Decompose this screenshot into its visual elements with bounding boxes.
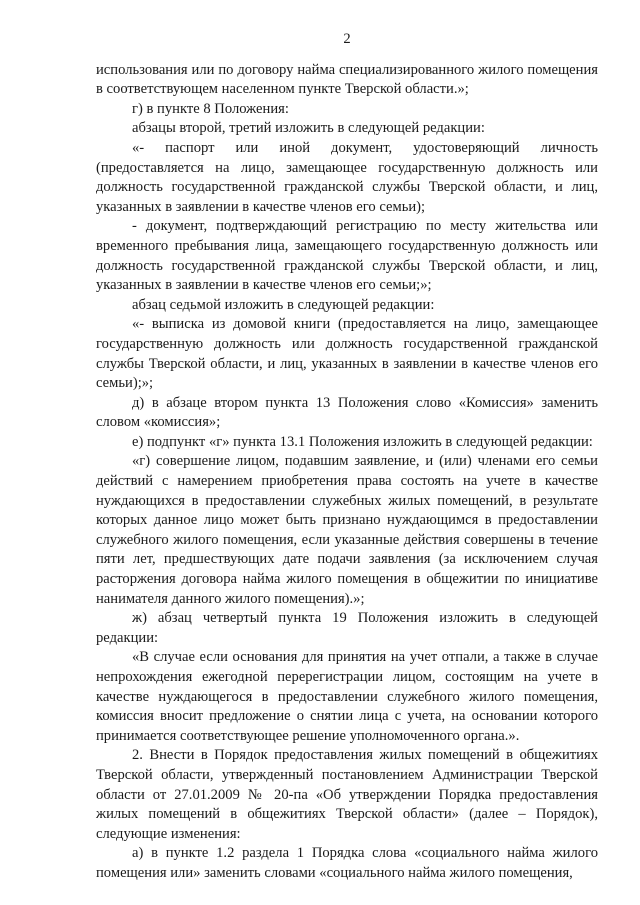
paragraph: 2. Внести в Порядок предоставления жилых помещений в общежитиях Тверской области, утвержденный постановлением Администрации Тверской области от 27.01.2009 № 20-па «Об утверждении Порядка предоставления жилых помещений в общежитиях Тверской области» (далее – Порядок), следующие изменения: bbox=[96, 747, 598, 842]
paragraph: «- выписка из домовой книги (предоставляется на лицо, замещающее государственную должность или должность государственной гражданской службы Тверской области, и лиц, указанных в заявлении в качестве членов его семьи);»; bbox=[96, 316, 598, 392]
document-page bbox=[96, 30, 598, 884]
paragraph: д) в абзаце втором пункта 13 Положения слово «Комиссия» заменить словом «комиссия»; bbox=[96, 394, 598, 431]
page-number: 2 bbox=[343, 31, 351, 47]
paragraph: «- паспорт или иной документ, удостоверяющий личность (предоставляется на лицо, замещающее государственную должность или должность государственной гражданской службы Тверской области, и лиц, указанных в заявлении в качестве членов его семьи); bbox=[96, 139, 598, 215]
paragraph: - документ, подтверждающий регистрацию по месту жительства или временного пребывания лица, замещающего государственную должность или должность государственной гражданской службы Тверской области, и лиц, указанных в заявлении в качестве членов его семьи;»; bbox=[96, 218, 598, 294]
paragraph: абзац седьмой изложить в следующей редакции: bbox=[132, 296, 435, 313]
document-body bbox=[96, 61, 598, 884]
paragraph: «г) совершение лицом, подавшим заявление, и (или) членами его семьи действий с намерением приобретения права состоять на учете в качестве нуждающихся в предоставлении служебных жилых помещений, в результате которых данное лицо может быть признано нуждающимся в предоставлении служебного жилого помещения, если указанные действия совершены в течение пяти лет, предшествующих дате подачи заявления (за исключением случая расторжения договора найма жилого помещения в общежитии по инициативе нанимателя данного жилого помещения).»; bbox=[96, 453, 598, 607]
paragraph: а) в пункте 1.2 раздела 1 Порядка слова «социального найма жилого помещения или» заменить словами «социального найма жилого помещения, bbox=[96, 845, 598, 881]
paragraph: «В случае если основания для принятия на учет отпали, а также в случае непрохождения ежегодной перерегистрации лицом, состоящим на учете в качестве нуждающегося в предоставлении служебного жилого помещения, комиссия вносит предложение о снятии лица с учета, на основании которого принимается соответствующее решение уполномоченного органа.». bbox=[96, 649, 598, 744]
paragraph: ж) абзац четвертый пункта 19 Положения изложить в следующей редакции: bbox=[96, 610, 598, 646]
paragraph: абзацы второй, третий изложить в следующей редакции: bbox=[132, 120, 485, 137]
paragraph: г) в пункте 8 Положения: bbox=[132, 100, 289, 117]
paragraph: е) подпункт «г» пункта 13.1 Положения изложить в следующей редакции: bbox=[132, 433, 593, 450]
paragraph: использования или по договору найма специализированного жилого помещения в соответствующем населенном пункте Тверской области.»; bbox=[96, 61, 598, 98]
